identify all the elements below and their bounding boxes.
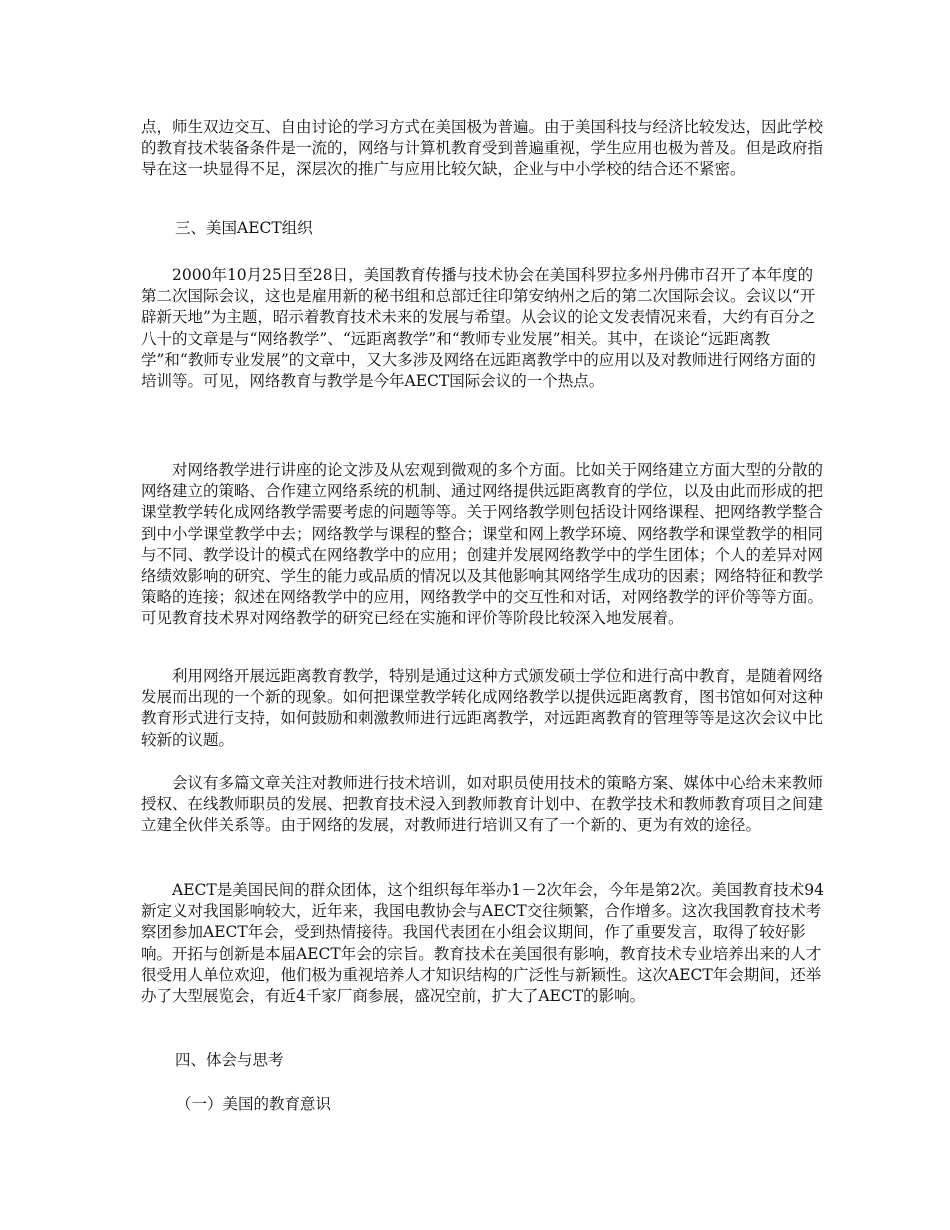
paragraph-continuation: 点，师生双边交互、自由讨论的学习方式在美国极为普遍。由于美国科技与经济比较发达，因此学校的教育技术装备条件是一流的，网络与计算机教育受到普遍重视，学生应用也极为普及。但是政府指导在这一块显得不足，深层次的推广与应用比较欠缺，企业与中小学校的结合还不紧密。 (141, 118, 824, 179)
paragraph-teacher-training: 会议有多篇文章关注对教师进行技术培训，如对职员使用技术的策略方案、媒体中心给未来教师授权、在线教师职员的发展、把教育技术浸入到教师教育计划中、在教学技术和教师教育项目之间建立建全伙伴关系等。由于网络的发展，对教师进行培训又有了一个新的、更为有效的途径。 (141, 774, 824, 835)
subsection-heading-1: （一）美国的教育意识 (176, 1095, 332, 1113)
paragraph-aect-organization: AECT是美国民间的群众团体，这个组织每年举办1－2次年会，今年是第2次。美国教育技术94新定义对我国影响较大，近年来，我国电教协会与AECT交往频繁，合作增多。这次我国教育技术考察团参加AECT年会，受到热情接待。我国代表团在小组会议期间，作了重要发言，取得了较好影响。开拓与创新是本届AECT年会的宗旨。教育技术在美国很有影响，教育技术专业培养出来的人才很受用人单位欢迎，他们极为重视培养人才知识结构的广泛性与新颖性。这次AECT年会期间，还举办了大型展览会，有近4千家厂商参展，盛况空前，扩大了AECT的影响。 (141, 881, 825, 1006)
section-heading-3: 三、美国AECT组织 (175, 219, 313, 237)
paragraph-distance-education: 利用网络开展远距离教育教学，特别是通过这种方式颁发硕士学位和进行高中教育，是随着网络发展而出现的一个新的现象。如何把课堂教学转化成网络教学以提供远距离教育，图书馆如何对这种教育形式进行支持，如何鼓励和刺激教师进行远距离教学，对远距离教育的管理等等是这次会议中比较新的议题。 (141, 667, 824, 749)
paragraph-network-teaching: 对网络教学进行讲座的论文涉及从宏观到微观的多个方面。比如关于网络建立方面大型的分散的网络建立的策略、合作建立网络系统的机制、通过网络提供远距离教育的学位，以及由此而形成的把课堂教学转化成网络教学需要考虑的问题等等。关于网络教学则包括设计网络课程、把网络教学整合到中小学课堂教学中去；网络教学与课程的整合；课堂和网上教学环境、网络教学和课堂教学的相同与不同、教学设计的模式在网络教学中的应用；创建并发展网络教学中的学生团体；个人的差异对网络绩效影响的研究、学生的能力或品质的情况以及其他影响其网络学生成功的因素；网络特征和教学策略的连接；叙述在网络教学中的应用，网络教学中的交互性和对话，对网络教学的评价等等方面。可见教育技术界对网络教学的研究已经在实施和评价等阶段比较深入地发展着。 (141, 461, 824, 628)
paragraph-aect-conference: 2000年10月25日至28日，美国教育传播与技术协会在美国科罗拉多州丹佛市召开了本年度的第二次国际会议，这也是雇用新的秘书组和总部迁往印第安纳州之后的第二次国际会议。会议以“开辟新天地”为主题，昭示着教育技术未来的发展与希望。从会议的论文发表情况来看，大约有百分之八十的文章是与“网络教学”、“远距离教学”和“教师专业发展”相关。其中，在谈论“远距离教学”和“教师专业发展”的文章中，又大多涉及网络在远距离教学中的应用以及对教师进行网络方面的培训等。可见，网络教育与教学是今年AECT国际会议的一个热点。 (141, 266, 816, 391)
section-heading-4: 四、体会与思考 (175, 1051, 284, 1069)
